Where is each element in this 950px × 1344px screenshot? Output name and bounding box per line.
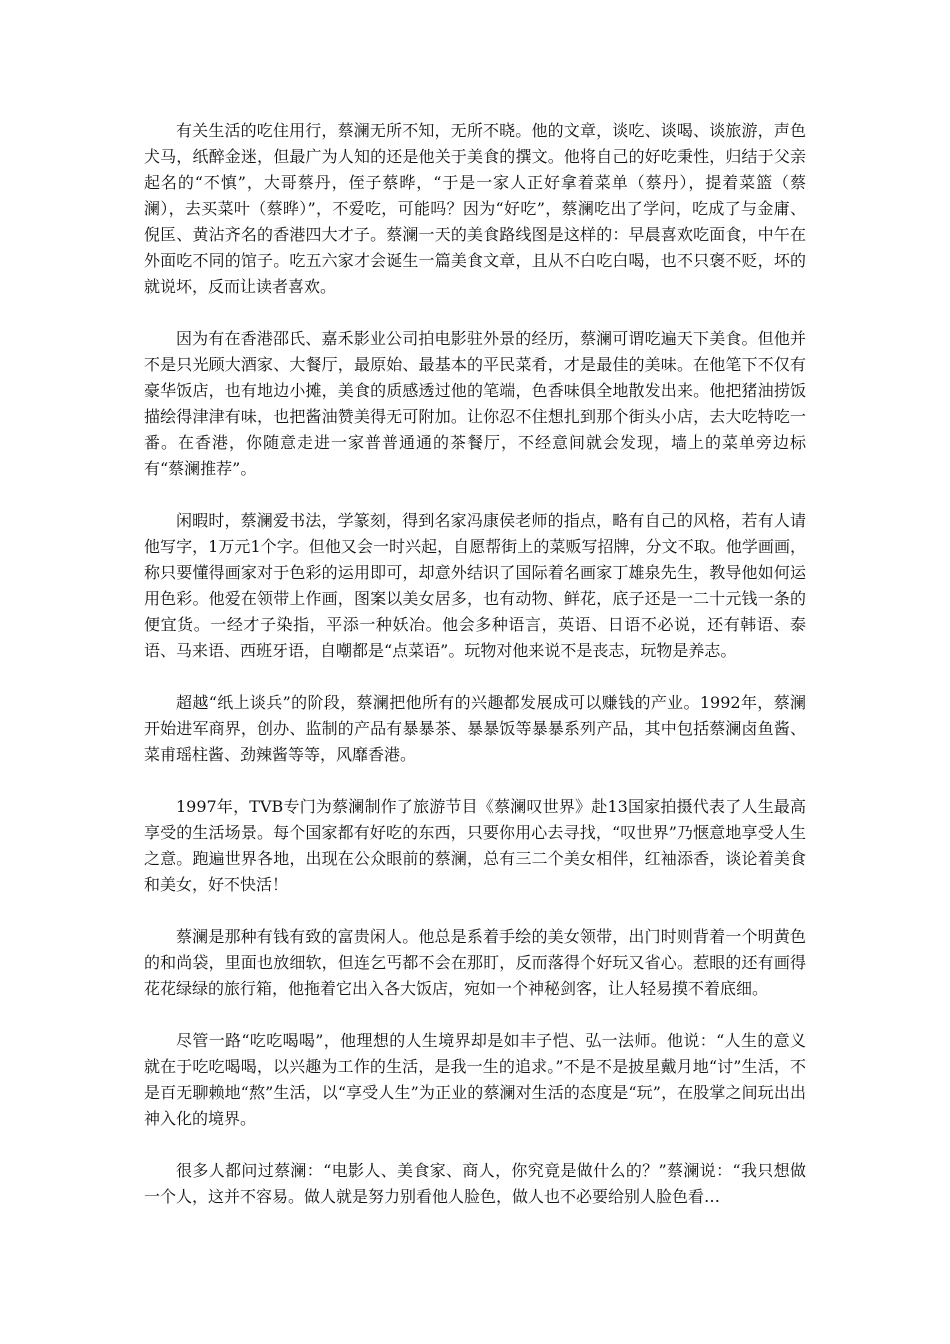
- document-body: [144, 118, 806, 1236]
- paragraph-8: 很多人都问过蔡澜：“电影人、美食家、商人，你究竟是做什么的？”蔡澜说：“我只想做一个人，这并不容易。做人就是努力别看他人脸色，做人也不必要给别人脸色看…: [144, 1161, 806, 1206]
- paragraph-7: 尽管一路“吃吃喝喝”，他理想的人生境界却是如丰子恺、弘一法师。他说：“人生的意义就在于吃吃喝喝，以兴趣为工作的生活，是我一生的追求。”不是不是披星戴月地“讨”生活，不是百无聊赖地“熬”生活，以“享受人生”为正业的蔡澜对生活的态度是“玩”，在股掌之间玩出出神入化的境界。: [144, 1031, 806, 1128]
- paragraph-3: 闲暇时，蔡澜爱书法，学篆刻，得到名家冯康侯老师的指点，略有自己的风格，若有人请他写字，1万元1个字。但他又会一时兴起，自愿帮街上的菜贩写招牌，分文不取。他学画画，称只要懂得画家对于色彩的运用即可，却意外结识了国际着名画家丁雄泉先生，教导他如何运用色彩。他爱在领带上作画，图案以美女居多，也有动物、鲜花，底子还是一二十元钱一条的便宜货。一经才子染指，平添一种妖冶。他会多种语言，英语、日语不必说，还有韩语、泰语、马来语、西班牙语，自嘲都是“点菜语”。玩物对他来说不是丧志，玩物是养志。: [144, 511, 806, 660]
- paragraph-2: 因为有在香港邵氏、嘉禾影业公司拍电影驻外景的经历，蔡澜可谓吃遍天下美食。但他并不是只光顾大酒家、大餐厅，最原始、最基本的平民菜肴，才是最佳的美味。在他笔下不仅有豪华饭店，也有地边小摊，美食的质感透过他的笔端，色香味俱全地散发出来。他把猪油捞饭描绘得津津有味，也把酱油赞美得无可附加。让你忍不住想扎到那个街头小店，去大吃特吃一番。在香港，你随意走进一家普普通通的茶餐厅，不经意间就会发现，墙上的菜单旁边标有“蔡澜推荐”。: [144, 329, 806, 478]
- paragraph-1: 有关生活的吃住用行，蔡澜无所不知，无所不晓。他的文章，谈吃、谈喝、谈旅游，声色犬马，纸醉金迷，但最广为人知的还是他关于美食的撰文。他将自己的好吃秉性，归结于父亲起名的“不慎”，大哥蔡丹，侄子蔡晔，“于是一家人正好拿着菜单（蔡丹），提着菜篮（蔡澜），去买菜叶（蔡晔）”，不爱吃，可能吗？因为“好吃”，蔡澜吃出了学问，吃成了与金庸、倪匡、黄沾齐名的香港四大才子。蔡澜一天的美食路线图是这样的：早晨喜欢吃面食，中午在外面吃不同的馆子。吃五六家才会诞生一篇美食文章，且从不白吃白喝，也不只褒不贬，坏的就说坏，反而让读者喜欢。: [144, 121, 806, 296]
- paragraph-6: 蔡澜是那种有钱有致的富贵闲人。他总是系着手绘的美女领带，出门时则背着一个明黄色的和尚袋，里面也放细软，但连乞丐都不会在那盯，反而落得个好玩又省心。惹眼的还有画得花花绿绿的旅行箱，他拖着它出入各大饭店，宛如一个神秘剑客，让人轻易摸不着底细。: [144, 927, 806, 998]
- paragraph-5: 1997年，TVB专门为蔡澜制作了旅游节目《蔡澜叹世界》赴13国家拍摄代表了人生最高享受的生活场景。每个国家都有好吃的东西，只要你用心去寻找，“叹世界”乃惬意地享受人生之意。跑遍世界各地，出现在公众眼前的蔡澜，总有三二个美女相伴，红袖添香，谈论着美食和美女，好不快活！: [144, 797, 806, 894]
- paragraph-4: 超越“纸上谈兵”的阶段，蔡澜把他所有的兴趣都发展成可以赚钱的产业。1992年，蔡澜开始进军商界，创办、监制的产品有暴暴茶、暴暴饭等暴暴系列产品，其中包括蔡澜卤鱼酱、菜甫瑶柱酱、劲辣酱等等，风靡香港。: [144, 693, 806, 764]
